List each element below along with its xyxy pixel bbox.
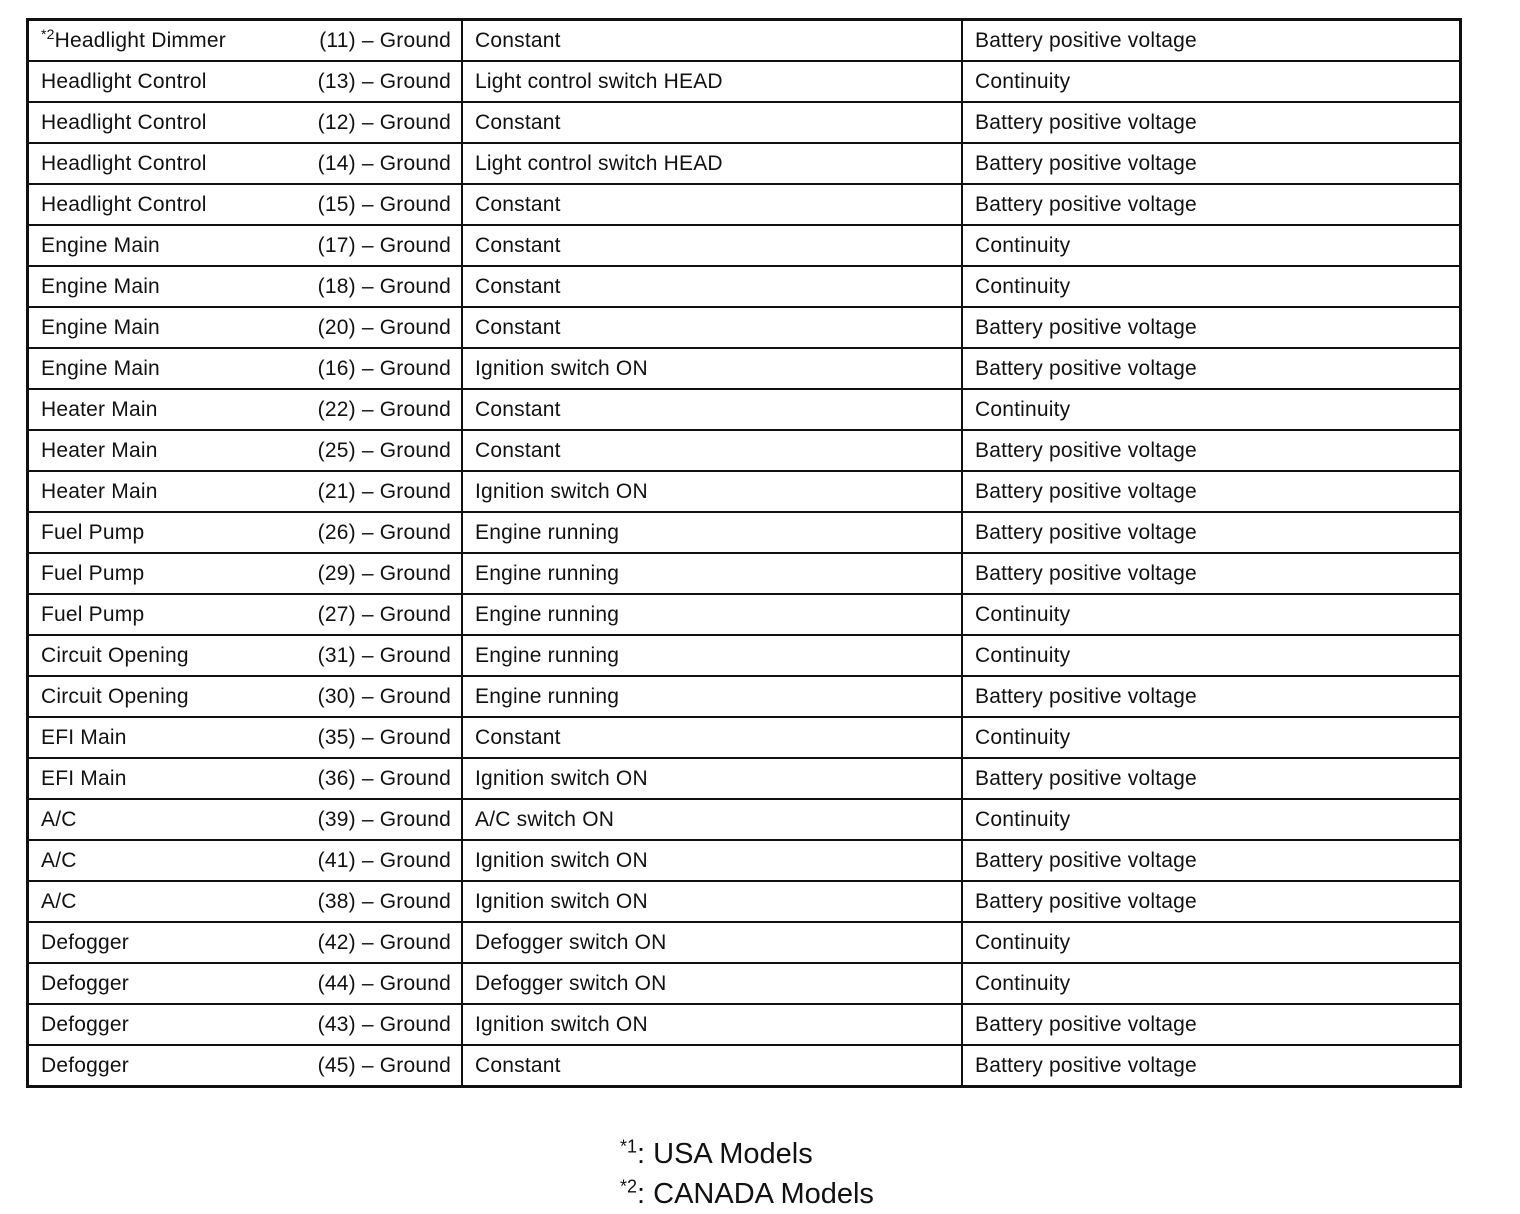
condition-cell: Constant [462,184,962,225]
terminal-pair: (45) – Ground [317,1053,451,1077]
terminal-pair: (38) – Ground [317,889,451,913]
relay-name: Headlight Control [41,151,207,175]
condition-cell: Ignition switch ON [462,1004,962,1045]
table-row [28,307,1461,348]
relay-name-group [41,398,158,422]
relay-terminal-wrap [41,521,461,545]
relay-terminal-cell [28,635,463,676]
condition-cell: Engine running [462,594,962,635]
table-row [28,758,1461,799]
terminal-pair: (39) – Ground [317,807,451,831]
specified-condition-cell: Continuity [962,717,1461,758]
relay-terminal-wrap [41,1013,461,1037]
relay-terminal-cell [28,717,463,758]
table-row [28,963,1461,1004]
condition-cell: Ignition switch ON [462,840,962,881]
relay-terminal-cell [28,102,463,143]
condition-cell: Constant [462,717,962,758]
relay-terminal-wrap [41,234,461,258]
terminal-pair: (14) – Ground [317,151,451,175]
relay-terminal-wrap [41,316,461,340]
relay-terminal-cell [28,963,463,1004]
specified-condition-cell: Battery positive voltage [962,676,1461,717]
relay-terminal-cell [28,1004,463,1045]
relay-name: A/C [41,848,77,872]
relay-terminal-cell [28,307,463,348]
relay-name: Engine Main [41,315,160,339]
relay-name-group [41,972,129,996]
terminal-pair: (30) – Ground [317,684,451,708]
table-row [28,143,1461,184]
condition-cell: Constant [462,225,962,266]
table-row [28,553,1461,594]
relay-name-group [41,849,77,873]
table-row [28,266,1461,307]
terminal-pair: (36) – Ground [317,766,451,790]
relay-terminal-wrap [41,685,461,709]
relay-name: Engine Main [41,274,160,298]
specified-condition-cell: Continuity [962,225,1461,266]
relay-name: Headlight Control [41,192,207,216]
relay-terminal-cell [28,676,463,717]
relay-terminal-cell [28,20,463,62]
relay-name: Defogger [41,930,129,954]
relay-terminal-cell [28,143,463,184]
relay-name: Fuel Pump [41,520,145,544]
specified-condition-cell: Battery positive voltage [962,471,1461,512]
condition-cell: A/C switch ON [462,799,962,840]
relay-name: Circuit Opening [41,643,189,667]
condition-cell: Engine running [462,676,962,717]
relay-terminal-cell [28,184,463,225]
relay-name: Headlight Control [41,69,207,93]
table-row [28,102,1461,143]
relay-name: A/C [41,889,77,913]
table-row [28,512,1461,553]
relay-terminal-cell [28,61,463,102]
relay-name: Fuel Pump [41,602,145,626]
specified-condition-cell: Battery positive voltage [962,758,1461,799]
terminal-pair: (43) – Ground [317,1012,451,1036]
condition-cell: Constant [462,1045,962,1087]
relay-name: EFI Main [41,766,127,790]
relay-name: Headlight Dimmer [54,28,226,52]
terminal-pair: (22) – Ground [317,397,451,421]
specified-condition-cell: Battery positive voltage [962,143,1461,184]
condition-cell: Constant [462,20,962,62]
condition-cell: Engine running [462,553,962,594]
relay-name-group [41,562,144,586]
relay-terminal-wrap [41,890,461,914]
relay-name: Defogger [41,1053,129,1077]
terminal-pair: (15) – Ground [317,192,451,216]
relay-name-group [41,1054,129,1078]
relay-terminal-cell [28,881,463,922]
condition-cell: Ignition switch ON [462,758,962,799]
terminal-pair: (13) – Ground [317,69,451,93]
specified-condition-cell: Battery positive voltage [962,881,1461,922]
specified-condition-cell: Battery positive voltage [962,20,1461,62]
relay-terminal-wrap [41,849,461,873]
relay-name-group [41,234,160,258]
specified-condition-cell: Continuity [962,963,1461,1004]
table-row [28,594,1461,635]
condition-cell: Constant [462,266,962,307]
terminal-pair: (18) – Ground [317,274,451,298]
relay-name-group [41,644,189,668]
relay-terminal-cell [28,348,463,389]
condition-cell: Constant [462,102,962,143]
condition-cell: Light control switch HEAD [462,143,962,184]
relay-terminal-cell [28,266,463,307]
specified-condition-cell: Continuity [962,594,1461,635]
relay-name-group [41,521,144,545]
relay-terminal-cell [28,922,463,963]
specified-condition-cell: Continuity [962,61,1461,102]
specified-condition-cell: Battery positive voltage [962,840,1461,881]
relay-name-group [41,111,207,135]
condition-cell: Ignition switch ON [462,348,962,389]
relay-terminal-wrap [41,1054,461,1078]
table-row [28,471,1461,512]
relay-name: A/C [41,807,77,831]
table-row [28,1004,1461,1045]
table-row [28,20,1461,62]
relay-terminal-wrap [41,767,461,791]
specified-condition-cell: Continuity [962,799,1461,840]
relay-name: Headlight Control [41,110,207,134]
terminal-pair: (27) – Ground [317,602,451,626]
table-row [28,184,1461,225]
footnote-text: : CANADA Models [637,1178,874,1210]
terminal-pair: (26) – Ground [317,520,451,544]
relay-terminal-cell [28,512,463,553]
relay-name-group [41,316,160,340]
footnote-mark: *2 [620,1176,638,1197]
relay-terminal-wrap [41,562,461,586]
relay-terminal-wrap [41,480,461,504]
relay-name: Circuit Opening [41,684,189,708]
relay-terminal-wrap [41,275,461,299]
footnote-canada [620,1174,874,1214]
condition-cell: Defogger switch ON [462,922,962,963]
terminal-pair: (12) – Ground [317,110,451,134]
relay-terminal-wrap [41,726,461,750]
relay-name: Heater Main [41,479,158,503]
relay-name-group [41,726,127,750]
specified-condition-cell: Battery positive voltage [962,1004,1461,1045]
relay-name-group [41,70,207,94]
relay-terminal-wrap [41,357,461,381]
table-row [28,840,1461,881]
relay-terminal-wrap [41,70,461,94]
relay-terminal-cell [28,758,463,799]
table-row [28,717,1461,758]
relay-terminal-cell [28,1045,463,1087]
relay-name: EFI Main [41,725,127,749]
relay-name-group [41,480,158,504]
table-row [28,676,1461,717]
terminal-pair: (17) – Ground [317,233,451,257]
condition-cell: Engine running [462,635,962,676]
relay-terminal-wrap [41,644,461,668]
relay-terminal-wrap [41,972,461,996]
condition-cell: Constant [462,430,962,471]
relay-terminal-cell [28,430,463,471]
table-body [28,20,1461,1087]
relay-name-group [41,685,189,709]
relay-terminal-cell [28,553,463,594]
terminal-pair: (25) – Ground [317,438,451,462]
relay-name: Defogger [41,1012,129,1036]
relay-terminal-cell [28,840,463,881]
specified-condition-cell: Battery positive voltage [962,184,1461,225]
condition-cell: Ignition switch ON [462,881,962,922]
table-row [28,1045,1461,1087]
condition-cell: Light control switch HEAD [462,61,962,102]
condition-cell: Constant [462,389,962,430]
relay-name: Engine Main [41,356,160,380]
relay-terminal-wrap [41,193,461,217]
table-row [28,635,1461,676]
specified-condition-cell: Battery positive voltage [962,348,1461,389]
relay-name-group [41,603,144,627]
terminal-pair: (16) – Ground [317,356,451,380]
relay-terminal-wrap [41,439,461,463]
specified-condition-cell: Continuity [962,922,1461,963]
table-row [28,61,1461,102]
footnotes [620,1134,874,1214]
relay-name-group [41,890,77,914]
relay-name-group [41,767,127,791]
condition-cell: Ignition switch ON [462,471,962,512]
footnote-usa [620,1134,874,1174]
table-row [28,922,1461,963]
specified-condition-cell: Battery positive voltage [962,1045,1461,1087]
table-row [28,389,1461,430]
table-row [28,348,1461,389]
terminal-pair: (21) – Ground [317,479,451,503]
relay-name-group [41,25,226,53]
relay-terminal-cell [28,471,463,512]
relay-name: Heater Main [41,397,158,421]
terminal-pair: (11) – Ground [319,28,451,52]
table-row [28,430,1461,471]
relay-name: Engine Main [41,233,160,257]
relay-terminal-wrap [41,931,461,955]
specified-condition-cell: Continuity [962,635,1461,676]
relay-name-group [41,152,207,176]
terminal-pair: (20) – Ground [317,315,451,339]
relay-terminal-cell [28,225,463,266]
footnote-text: : USA Models [637,1138,813,1170]
specified-condition-cell: Battery positive voltage [962,102,1461,143]
relay-name-group [41,1013,129,1037]
relay-terminal-wrap [41,152,461,176]
terminal-pair: (41) – Ground [317,848,451,872]
terminal-pair: (31) – Ground [317,643,451,667]
relay-name-group [41,357,160,381]
relay-inspection-sheet [26,18,1462,1088]
condition-cell: Constant [462,307,962,348]
relay-terminal-wrap [41,25,461,53]
relay-name: Heater Main [41,438,158,462]
terminal-pair: (42) – Ground [317,930,451,954]
specified-condition-cell: Battery positive voltage [962,553,1461,594]
terminal-pair: (29) – Ground [317,561,451,585]
relay-name: Defogger [41,971,129,995]
relay-name: Fuel Pump [41,561,145,585]
specified-condition-cell: Battery positive voltage [962,430,1461,471]
footnote-mark: *1 [620,1136,638,1157]
relay-inspection-table [26,18,1462,1088]
condition-cell: Engine running [462,512,962,553]
relay-terminal-cell [28,389,463,430]
table-row [28,225,1461,266]
specified-condition-cell: Battery positive voltage [962,307,1461,348]
condition-cell: Defogger switch ON [462,963,962,1004]
relay-terminal-cell [28,799,463,840]
relay-terminal-wrap [41,111,461,135]
relay-terminal-cell [28,594,463,635]
table-row [28,799,1461,840]
table-row [28,881,1461,922]
terminal-pair: (35) – Ground [317,725,451,749]
relay-terminal-wrap [41,603,461,627]
relay-name-group [41,193,207,217]
relay-name-group [41,439,158,463]
relay-name-group [41,808,77,832]
specified-condition-cell: Battery positive voltage [962,512,1461,553]
relay-terminal-wrap [41,808,461,832]
relay-name-group [41,931,129,955]
specified-condition-cell: Continuity [962,389,1461,430]
footnote-marker: *2 [41,25,55,42]
specified-condition-cell: Continuity [962,266,1461,307]
relay-terminal-wrap [41,398,461,422]
relay-name-group [41,275,160,299]
terminal-pair: (44) – Ground [317,971,451,995]
